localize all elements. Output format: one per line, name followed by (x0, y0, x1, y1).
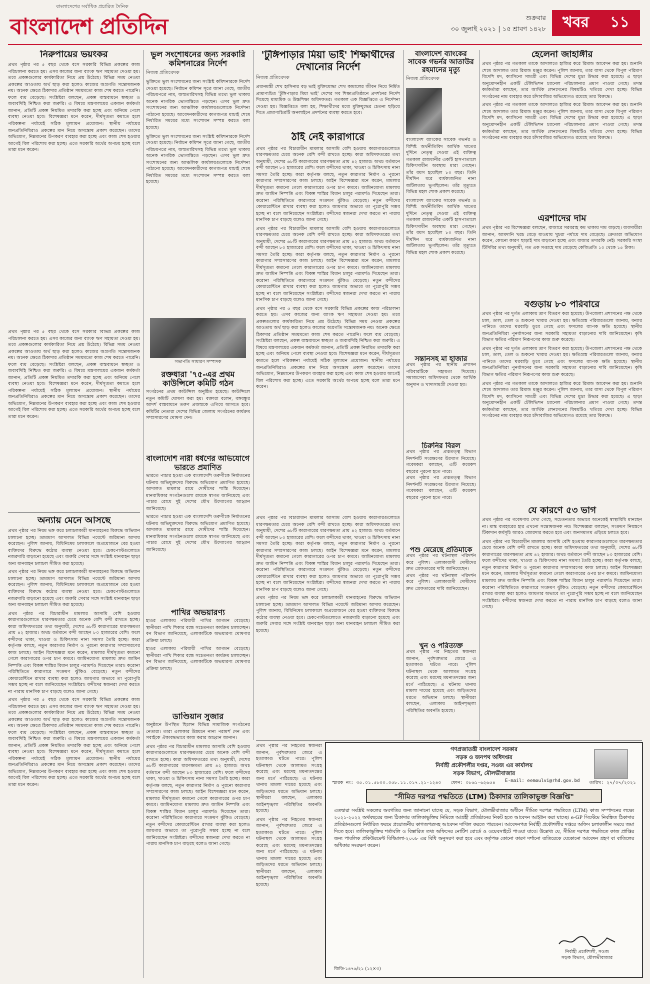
article-body: প্রথম পৃষ্ঠার পর গতকাল তাকে আদালতে হাজির করে রিমান্ড আবেদন করা হয়। শুনানি শেষে আদালত তার রিমান্ড মঞ্জুর করেন। পুলিশ জানায়, তার বাসা থেকে বিপুল পরিমাণ বিদেশি মদ, ক্যাসিনো সামগ্রী এবং বিভিন্ন দেশের মুদ্রা উদ্ধার করা হয়েছে। এ ছাড়া অনুমোদনহীন একটি টেলিভিশন চ্যানেল পরিচালনার প্রমাণ পাওয়া গেছে। তদন্ত কর্মকর্তারা বলছেন, তার আর্থিক লেনদেনের বিষয়টিও খতিয়ে দেখা হচ্ছে। বিভিন্ন সংগঠনের নাম ব্যবহার করে চাঁদাবাজির অভিযোগও রয়েছে তার বিরুদ্ধে। (482, 62, 642, 100)
article-headline: অন্যায় মেনে আসছে (37, 516, 111, 526)
signatory-office: সড়ক বিভাগ, মৌলভীবাজার (561, 956, 613, 962)
article-body: প্রথম পৃষ্ঠার পর নিহতের স্বজনরা জানান, পূর্বশত্রুতার জেরে এ হত্যাকাণ্ড ঘটতে পারে। পুলিশ ঘটনাস্থল থেকে আলামত সংগ্রহ করেছে এবং মরদেহ ময়নাতদন্তের জন্য মর্গে পাঠিয়েছে। এ ঘটনায় থানায় মামলা দায়ের হয়েছে এবং জড়িতদের ধরতে অভিযান চলছে। স্থানীয়রা বলছেন, এলাকায় আইনশৃঙ্খলা পরিস্থিতির অবনতি হয়েছে। (256, 744, 322, 815)
article-headline: বাংলাদেশি নারী ধর্ষণের অভিযোগে ভারতে প্রমাণিত (146, 455, 250, 472)
article-headline: যে কারণে ৫৩ ভাগ (527, 506, 597, 516)
article-headline: বগুড়ায় ৮০ পরিবারে (524, 300, 600, 310)
divider (8, 512, 140, 513)
article-body-continued: প্রথম পৃষ্ঠার পর দুর্গত এলাকায় ত্রাণ বিতরণ করা হয়েছে। উপজেলা প্রশাসনের পক্ষ থেকে চাল, ডাল, তেল ও শুকনো খাবার দেওয়া হয়। ক্ষতিগ্রস্ত পরিবারগুলো জানায়, বন্যার পানিতে তাদের ঘরবাড়ি ডুবে গেছে এবং ফসলের ব্যাপক ক্ষতি হয়েছে। স্থানীয় জনপ্রতিনিধিরা পুনর্বাসনের জন্য সরকারি সহায়তা বাড়ানোর দাবি জানিয়েছেন। কৃষি বিভাগ ক্ষতির পরিমাণ নিরূপণের কাজ শুরু করেছে। (482, 346, 642, 378)
article-body-continued: প্রথম পৃষ্ঠার পর নিয়ম ভঙ্গ করে চলাচলকারী যানবাহনের বিরুদ্ধে অভিযান চালানো হচ্ছে। ভ্রাম্যমাণ আদালত বিভিন্ন পয়েন্টে জরিমানা আদায় করেছেন। পুলিশ জানায়, বিধিনিষেধ চলাকালে অপ্রয়োজনে বের হওয়া ব্যক্তিদের বিরুদ্ধে কঠোর ব্যবস্থা নেওয়া হবে। চেকপোস্টগুলোতে নজরদারি বাড়ানো হয়েছে এবং জরুরি সেবার সঙ্গে সংশ্লিষ্ট যানবাহন ছাড়া অন্য যানবাহন চলাচল সীমিত করা হয়েছে। (8, 570, 140, 609)
article-headline: পাখির অভয়ারণ্য (171, 608, 225, 617)
article-headline: চিরুনির বিরল (421, 442, 461, 450)
article-body: ভারতে পাচার হওয়া এক বাংলাদেশি তরুণীকে নির্যাতনের ঘটনায় অভিযুক্তদের বিরুদ্ধে অভিযোগ প্রমাণিত হয়েছে। আদালত মামলার রায়ে দোষীদের শাস্তি দিয়েছেন। মানবাধিকার সংগঠনগুলো রায়কে স্বাগত জানিয়েছে এবং পাচার রোধে দুই দেশের যৌথ উদ্যোগের আহ্বান জানিয়েছে। (146, 474, 250, 512)
masthead (0, 0, 650, 46)
article-headline: এরশাদের দাম (537, 214, 587, 224)
notice-contact-row (332, 779, 636, 787)
article-body-continued: প্রথম পৃষ্ঠার পর গতকাল তাকে আদালতে হাজির করে রিমান্ড আবেদন করা হয়। শুনানি শেষে আদালত তার রিমান্ড মঞ্জুর করেন। পুলিশ জানায়, তার বাসা থেকে বিপুল পরিমাণ বিদেশি মদ, ক্যাসিনো সামগ্রী এবং বিভিন্ন দেশের মুদ্রা উদ্ধার করা হয়েছে। এ ছাড়া অনুমোদনহীন একটি টেলিভিশন চ্যানেল পরিচালনার প্রমাণ পাওয়া গেছে। তদন্ত কর্মকর্তারা বলছেন, তার আর্থিক লেনদেনের বিষয়টিও খতিয়ে দেখা হচ্ছে। বিভিন্ন সংগঠনের নাম ব্যবহার করে চাঁদাবাজির অভিযোগও রয়েছে তার বিরুদ্ধে। (482, 381, 642, 420)
article-khun-cont (256, 744, 322, 978)
article-headline: 'টুঙ্গিপাড়ার মিয়া ভাই' শিক্ষার্থীদের দেখানোর নির্দেশ (261, 50, 395, 73)
article-body: প্রথম পৃষ্ঠার পর নিয়ম ভঙ্গ করে চলাচলকারী যানবাহনের বিরুদ্ধে অভিযান চালানো হচ্ছে। ভ্রাম্যমাণ আদালত বিভিন্ন পয়েন্টে জরিমানা আদায় করেছেন। পুলিশ জানায়, বিধিনিষেধ চলাকালে অপ্রয়োজনে বের হওয়া ব্যক্তিদের বিরুদ্ধে কঠোর ব্যবস্থা নেওয়া হবে। চেকপোস্টগুলোতে নজরদারি বাড়ানো হয়েছে এবং জরুরি সেবার সঙ্গে সংশ্লিষ্ট যানবাহন ছাড়া অন্য যানবাহন চলাচল সীমিত করা হয়েছে। (8, 529, 140, 567)
column-divider (479, 50, 480, 740)
org-line: নির্বাহী প্রকৌশলীর দপ্তর, সওজ এর কার্যালয় (435, 762, 533, 769)
handwritten-signature (557, 934, 617, 948)
article-pakhir-ovoyaronno (146, 608, 250, 708)
article-headline: বাংলাদেশ ব্যাংকের সাবেক গভর্নর আতাউর রহমানের মৃত্যু (408, 50, 474, 75)
article-je-karone (482, 506, 642, 738)
article-headline: খুন ও পরিত্যক্ত (419, 642, 463, 650)
issue-day: শুক্রবার (525, 14, 546, 22)
column-divider (253, 50, 254, 740)
newspaper-logo: বাংলাদেশ প্রতিদিন (10, 15, 168, 40)
article-body-continued: প্রথম পৃষ্ঠার পর ঘটনাস্থল পরিদর্শন করে পুলিশ। এলাকাবাসী দোষীদের দ্রুত গ্রেফতারের দাবি জানিয়েছেন। (406, 573, 476, 592)
photo-caption: সভাপতি সাধারণ সম্পাদক (174, 360, 222, 365)
article-sontan-ma (406, 355, 476, 439)
article-body: বাংলাদেশ ব্যাংকের সাবেক গভর্নর ও বিশিষ্ট অর্থনীতিবিদ আর্থিক খাতের দুর্দিনে নেতৃত্ব দেওয়া এই ব্যক্তিত্ব গতকাল রাজধানীর একটি হাসপাতালে চিকিৎসাধীন অবস্থায় মারা গেছেন। তাঁর বয়স হয়েছিল ৮০ বছর। তিনি দীর্ঘদিন ধরে বার্ধক্যজনিত নানা জটিলতায় ভুগছিলেন। তাঁর মৃত্যুতে বিভিন্ন মহল শোক প্রকাশ করেছে। (406, 138, 476, 196)
article-bogura (482, 300, 642, 500)
article-headline: সন্তানসহ মা হাজার (414, 355, 468, 363)
divider (256, 740, 642, 741)
signature-block (542, 934, 632, 963)
article-body: সংগঠনের প্রথম কাউন্সিল অনুষ্ঠিত হয়েছে। কাউন্সিলে নতুন কমিটি ঘোষণা করা হয়। বক্তারা বলেন, বঙ্গবন্ধুর আদর্শ বাস্তবায়নে তরুণ প্রজন্মকে এগিয়ে আসতে হবে। কমিটির নেতারা দেশের বিভিন্ন জেলায় সংগঠনের কার্যক্রম সম্প্রসারণের ঘোষণা দেন। (146, 390, 250, 422)
article-body-continued: ভারতে পাচার হওয়া এক বাংলাদেশি তরুণীকে নির্যাতনের ঘটনায় অভিযুক্তদের বিরুদ্ধে অভিযোগ প্রমাণিত হয়েছে। আদালত মামলার রায়ে দোষীদের শাস্তি দিয়েছেন। মানবাধিকার সংগঠনগুলো রায়কে স্বাগত জানিয়েছে এবং পাচার রোধে দুই দেশের যৌথ উদ্যোগের আহ্বান জানিয়েছে। (146, 515, 250, 553)
article-body: হাওর এলাকায় পরিযায়ী পাখির আগমন বেড়েছে। স্থানীয়রা পাখি শিকার বন্ধে সচেতনতা কার্যক্রম চালাচ্ছেন। বন বিভাগ জানিয়েছে, এলাকাটিকে অভয়ারণ্য ঘোষণার প্রক্রিয়া চলছে। (146, 619, 250, 644)
article-nari-dhorshon (146, 455, 250, 603)
issue-date: ৩০ জুলাই ২০২১ | ১৫ শ্রাবণ ১৪২৮ (450, 25, 546, 33)
article-chiruni-birol (406, 442, 476, 542)
org-line: সড়ক ও জনপথ অধিদপ্তর (455, 754, 513, 761)
memo-number: স্মারক নং: ৩৫.০১.৫৮০০.০৫৮.১১.০১৭.২১-১২৪০ (332, 781, 442, 786)
section-label-box (552, 10, 640, 36)
article-body: প্রথম পৃষ্ঠার পর ৫ বছর থেকে বসে সরকারি বিভিন্ন প্রকল্পের কাজ পরিচালনা করতে হয়। এসব কাজের জন্য ব্যাংক ঋণ সহায়তা দেওয়া হয়। তবে প্রকল্পগুলোর কার্যকারিতা নিয়ে প্রশ্ন উঠেছে। বিভিন্ন সময় নেওয়া প্রকল্পের আওতায় অর্থ ছাড় করা হলেও কাজের অগ্রগতি সন্তোষজনক নয়। অনেক ক্ষেত্রে ঠিকাদার প্রতিষ্ঠান সময়মতো কাজ শেষ করতে পারেনি। ফলে ব্যয় বেড়েছে। সংশ্লিষ্টরা বলছেন, প্রকল্প বাস্তবায়নে স্বচ্ছতা ও জবাবদিহি নিশ্চিত করা জরুরি। এ বিষয়ে মন্ত্রণালয়ের একজন কর্মকর্তা জানান, প্রতিটি প্রকল্প নিয়মিত তদারকি করা হচ্ছে এবং অনিয়ম পেলে ব্যবস্থা নেওয়া হবে। বিশেষজ্ঞরা মনে করেন, দীর্ঘসূত্রতা কমাতে হলে পরিকল্পনা পর্যায়েই সঠিক মূল্যায়ন প্রয়োজন। স্থানীয় পর্যায়ের জনপ্রতিনিধিরাও প্রকল্পের মান নিয়ে অসন্তোষ প্রকাশ করেছেন। তাদের অভিযোগ, নিম্নমানের উপকরণ ব্যবহার করা হচ্ছে এবং কাজ শেষ হওয়ার আগেই বিল পরিশোধ করা হচ্ছে। এতে সরকারি অর্থের অপচয় হচ্ছে বলে তারা মনে করেন। (8, 63, 140, 154)
article-onnay (8, 516, 140, 978)
article-body-continued: প্রথম পৃষ্ঠার পর বিচারাধীন মামলার আসামি বেশি হওয়ায় কারাগারগুলোতে ধারণক্ষমতার চেয়ে অনেক বেশি বন্দী রাখতে হচ্ছে। কারা অধিদফতরের তথ্য অনুযায়ী, দেশের ৬৮টি কারাগারের ধারণক্ষমতা প্রায় ৪২ হাজার। অথচ বর্তমানে বন্দী আছেন ৮০ হাজারের বেশি। ফলে বন্দীদের থাকা, খাওয়া ও চিকিৎসায় নানা সমস্যা তৈরি হচ্ছে। কারা কর্তৃপক্ষ বলছে, নতুন কারাগার নির্মাণ ও পুরনো কারাগার সম্প্রসারণের কাজ চলছে। আইন বিশেষজ্ঞরা মনে করেন, মামলার দীর্ঘসূত্রতা কমানো গেলে কারাগারের ওপর চাপ কমবে। জামিনযোগ্য মামলায় দ্রুত জামিন নিষ্পত্তি এবং বিকল্প শাস্তির বিধান চালুর পরামর্শও দিয়েছেন তারা। করোনা পরিস্থিতিতে কারাগারে সংক্রমণ ঝুঁকিও বেড়েছে। নতুন বন্দীদের কোয়ারেন্টিনে রাখার ব্যবস্থা করা হলেও জায়গার অভাবে তা পুরোপুরি সম্ভব হচ্ছে না বলে জানিয়েছেন সংশ্লিষ্টরা। বন্দীদের স্বজনরা দেখা করতে না পারায় মানসিক চাপ বাড়ছে বলেও জানা গেছে। (8, 611, 140, 695)
article-byline: নিজস্ব প্রতিবেদক (406, 76, 440, 83)
notice-title: "সীমিত দরপত্র পদ্ধতিতে (LTM) ঠিকাদার তালিকাভুক্ত বিজ্ঞপ্তি" (366, 789, 602, 803)
newspaper-tagline: বাংলাদেশের সর্বাধিক প্রচারিত দৈনিক (56, 4, 129, 10)
notice-body: এতদ্বারা সংশ্লিষ্ট সকলের অবগতির জন্য জানানো যাচ্ছে যে, সড়ক বিভাগ, মৌলভীবাজার অধীনে সীমিত দরপত্র পদ্ধতিতে (LTM) কাজ সম্পাদনের লক্ষ্যে ২০২১-২০২২ অর্থবছরের জন্য ঠিকাদার তালিকাভুক্তির নিমিত্তে আগ্রহী প্রতিষ্ঠানের নিকট হতে আবেদন আহ্বান করা যাচ্ছে। e-GP সিস্টেমে নিবন্ধিত ঠিকাদার প্রতিষ্ঠানগুলো নির্ধারিত ফরমে প্রয়োজনীয় কাগজপত্রসহ আবেদন দাখিল করতে পারবেন। আবেদনপত্র নির্বাহী প্রকৌশলীর দপ্তরে অফিস চলাকালীন সময়ে জমা দিতে হবে। তালিকাভুক্তির শর্তাবলি ও বিস্তারিত তথ্য অফিসের নোটিশ বোর্ডে ও ওয়েবসাইটে পাওয়া যাবে। উল্লেখ্য যে, সীমিত দরপত্র পদ্ধতিতে কাজ প্রাপ্তির জন্য পাবলিক প্রকিউরমেন্ট বিধিমালা-২০০৮ এর বিধি অনুসরণ করা হবে এবং কর্তৃপক্ষ কোনো কারণ দর্শানো ব্যতিরেকে যেকোনো আবেদন গ্রহণ বা বাতিলের অধিকার সংরক্ষণ করেন। (334, 809, 634, 849)
article-body-continued: বাংলাদেশ ব্যাংকের সাবেক গভর্নর ও বিশিষ্ট অর্থনীতিবিদ আর্থিক খাতের দুর্দিনে নেতৃত্ব দেওয়া এই ব্যক্তিত্ব গতকাল রাজধানীর একটি হাসপাতালে চিকিৎসাধীন অবস্থায় মারা গেছেন। তাঁর বয়স হয়েছিল ৮০ বছর। তিনি দীর্ঘদিন ধরে বার্ধক্যজনিত নানা জটিলতায় ভুগছিলেন। তাঁর মৃত্যুতে বিভিন্ন মহল শোক প্রকাশ করেছে। (406, 198, 476, 256)
contact-phone: ফোন: ০৮৬১-৬২৬৫৪ (450, 781, 496, 786)
article-body-continued: প্রথম পৃষ্ঠার পর প্রত্নতত্ত্ব বিভাগ নিদর্শনটি সংরক্ষণের উদ্যোগ নিয়েছে। গবেষকরা বলছেন, এটি কয়েকশ বছরের পুরনো হতে পারে। (406, 476, 476, 501)
article-body-continued: প্রথম পৃষ্ঠার পর বিচারাধীন মামলার আসামি বেশি হওয়ায় কারাগারগুলোতে ধারণক্ষমতার চেয়ে অনেক বেশি বন্দী রাখতে হচ্ছে। কারা অধিদফতরের তথ্য অনুযায়ী, দেশের ৬৮টি কারাগারের ধারণক্ষমতা প্রায় ৪২ হাজার। অথচ বর্তমানে বন্দী আছেন ৮০ হাজারের বেশি। ফলে বন্দীদের থাকা, খাওয়া ও চিকিৎসায় নানা সমস্যা তৈরি হচ্ছে। কারা কর্তৃপক্ষ বলছে, নতুন কারাগার নির্মাণ ও পুরনো কারাগার সম্প্রসারণের কাজ চলছে। আইন বিশেষজ্ঞরা মনে করেন, মামলার দীর্ঘসূত্রতা কমানো গেলে কারাগারের ওপর চাপ কমবে। জামিনযোগ্য মামলায় দ্রুত জামিন নিষ্পত্তি এবং বিকল্প শাস্তির বিধান চালুর পরামর্শও দিয়েছেন তারা। করোনা পরিস্থিতিতে কারাগারে সংক্রমণ ঝুঁকিও বেড়েছে। নতুন বন্দীদের কোয়ারেন্টিনে রাখার ব্যবস্থা করা হলেও জায়গার অভাবে তা পুরোপুরি সম্ভব হচ্ছে না বলে জানিয়েছেন সংশ্লিষ্টরা। বন্দীদের স্বজনরা দেখা করতে না পারায় মানসিক চাপ বাড়ছে বলেও জানা গেছে। (482, 539, 642, 611)
memo-date: তারিখ: ২৭/০৭/২০২১ (589, 781, 636, 786)
article-body: ভুক্তিতে ভুল সংশোধনের জন্য সংশ্লিষ্ট কমিশনারকে নির্দেশ দেওয়া হয়েছে। নির্বাচন কমিশন সূত্রে জানা গেছে, জাতীয় পরিচয়পত্রে নাম, জন্মতারিখসহ বিভিন্ন তথ্যে ভুল থাকায় অনেক নাগরিক ভোগান্তিতে পড়ছেন। এসব ভুল দ্রুত সংশোধনের জন্য আঞ্চলিক কার্যালয়গুলোকে নির্দেশনা পাঠানো হয়েছে। আবেদনকারীদের কাগজপত্র যাচাই শেষে নির্ধারিত সময়ের মধ্যে সংশোধন সম্পন্ন করতে বলা হয়েছে। (146, 80, 250, 131)
article-roktodhara (146, 370, 250, 450)
article-body: প্রথম পৃষ্ঠার পর ৫ বছর থেকে বসে সরকারি বিভিন্ন প্রকল্পের কাজ পরিচালনা করতে হয়। এসব কাজের জন্য ব্যাংক ঋণ সহায়তা দেওয়া হয়। তবে প্রকল্পগুলোর কার্যকারিতা নিয়ে প্রশ্ন উঠেছে। বিভিন্ন সময় নেওয়া প্রকল্পের আওতায় অর্থ ছাড় করা হলেও কাজের অগ্রগতি সন্তোষজনক নয়। অনেক ক্ষেত্রে ঠিকাদার প্রতিষ্ঠান সময়মতো কাজ শেষ করতে পারেনি। ফলে ব্যয় বেড়েছে। সংশ্লিষ্টরা বলছেন, প্রকল্প বাস্তবায়নে স্বচ্ছতা ও জবাবদিহি নিশ্চিত করা জরুরি। এ বিষয়ে মন্ত্রণালয়ের একজন কর্মকর্তা জানান, প্রতিটি প্রকল্প নিয়মিত তদারকি করা হচ্ছে এবং অনিয়ম পেলে ব্যবস্থা নেওয়া হবে। বিশেষজ্ঞরা মনে করেন, দীর্ঘসূত্রতা কমাতে হলে পরিকল্পনা পর্যায়েই সঠিক মূল্যায়ন প্রয়োজন। স্থানীয় পর্যায়ের জনপ্রতিনিধিরাও প্রকল্পের মান নিয়ে অসন্তোষ প্রকাশ করেছেন। তাদের অভিযোগ, নিম্নমানের উপকরণ ব্যবহার করা হচ্ছে এবং কাজ শেষ হওয়ার আগেই বিল পরিশোধ করা হচ্ছে। এতে সরকারি অর্থের অপচয় হচ্ছে বলে তারা মনে করেন। (8, 330, 140, 420)
article-poshu (406, 546, 476, 638)
article-body: প্রথম পৃষ্ঠার পর ঘটনাস্থল পরিদর্শন করে পুলিশ। এলাকাবাসী দোষীদের দ্রুত গ্রেফতারের দাবি জানিয়েছেন। (406, 554, 476, 573)
masthead-rule (8, 44, 642, 45)
article-body: প্রথম পৃষ্ঠার পর নিহতের স্বজনরা জানান, পূর্বশত্রুতার জেরে এ হত্যাকাণ্ড ঘটতে পারে। পুলিশ ঘটনাস্থল থেকে আলামত সংগ্রহ করেছে এবং মরদেহ ময়নাতদন্তের জন্য মর্গে পাঠিয়েছে। এ ঘটনায় থানায় মামলা দায়ের হয়েছে এবং জড়িতদের ধরতে অভিযান চলছে। স্থানীয়রা বলছেন, এলাকায় আইনশৃঙ্খলা পরিস্থিতির অবনতি হয়েছে। (406, 650, 476, 714)
article-body: প্রথম পৃষ্ঠার পর বিশেষজ্ঞরা বলছেন, বাজারে সরবরাহ কম থাকায় দাম বাড়ছে। ব্যবসায়ীরা জানান, আমদানি খরচ বেড়ে যাওয়ায় খুচরা পর্যায়ে দাম বেড়েছে। ক্রেতারা অভিযোগ করেন, কোনো কারণ ছাড়াই দাম বাড়ানো হচ্ছে এবং বাজার তদারকি নেই। সরকারি সংস্থা টিসিবির তথ্য অনুযায়ী, গত এক সপ্তাহে দাম বেড়েছে কেজিপ্রতি ১০ থেকে ১৫ টাকা। (482, 226, 642, 251)
article-thai-nei-karagare (256, 132, 400, 512)
article-body: প্রধানমন্ত্রী শেখ হাসিনার বড় ভাই মুক্তিযোদ্ধা শেখ কামালের জীবন নিয়ে নির্মিত প্রামাণ্যচিত্র 'টুঙ্গিপাড়ার মিয়া ভাই' দেশের সব শিক্ষাপ্রতিষ্ঠানে প্রদর্শনের নির্দেশ দিয়েছে মাধ্যমিক ও উচ্চশিক্ষা অধিদফতর। গতকাল এক বিজ্ঞপ্তিতে এ নির্দেশনা দেওয়া হয়। বিজ্ঞপ্তিতে বলা হয়, শিক্ষার্থীদের মধ্যে মুক্তিযুদ্ধের চেতনা ছড়িয়ে দিতে প্রামাণ্যচিত্রটি অনলাইনে প্রদর্শনের ব্যবস্থা করতে হবে। (256, 85, 400, 117)
article-governor-death (406, 50, 476, 350)
signatory-title: নির্বাহী প্রকৌশলী, সওজ (565, 949, 609, 955)
contact-email: E-mail: eemoulvi@rhd.gov.bd (505, 779, 580, 784)
column-divider (143, 50, 144, 978)
section-name: খবর (562, 12, 589, 31)
article-khun (406, 642, 476, 738)
article-body-continued: ভুক্তিতে ভুল সংশোধনের জন্য সংশ্লিষ্ট কমিশনারকে নির্দেশ দেওয়া হয়েছে। নির্বাচন কমিশন সূত্রে জানা গেছে, জাতীয় পরিচয়পত্রে নাম, জন্মতারিখসহ বিভিন্ন তথ্যে ভুল থাকায় অনেক নাগরিক ভোগান্তিতে পড়ছেন। এসব ভুল দ্রুত সংশোধনের জন্য আঞ্চলিক কার্যালয়গুলোকে নির্দেশনা পাঠানো হয়েছে। আবেদনকারীদের কাগজপত্র যাচাই শেষে নির্ধারিত সময়ের মধ্যে সংশোধন সম্পন্ন করতে বলা হয়েছে। (146, 134, 250, 186)
column-divider (403, 50, 404, 740)
article-headline: ডাণ্ডিয়ান সুজার (172, 712, 224, 721)
article-vul-songshodhon (146, 50, 250, 312)
article-body-continued: হাওর এলাকায় পরিযায়ী পাখির আগমন বেড়েছে। স্থানীয়রা পাখি শিকার বন্ধে সচেতনতা কার্যক্রম চালাচ্ছেন। বন বিভাগ জানিয়েছে, এলাকাটিকে অভয়ারণ্য ঘোষণার প্রক্রিয়া চলছে। (146, 647, 250, 672)
article-body: প্রথম পৃষ্ঠার পর স্থানীয় প্রশাসন পরিবারটিকে সহায়তা দিয়েছে। সমাজসেবা অধিদফতর থেকে আর্থিক অনুদান ও খাদ্যসামগ্রী দেওয়া হয়। (406, 363, 476, 388)
article-nirupay-cont (8, 330, 140, 508)
article-headline: নিরুপায়ের ভয়ংকর (40, 50, 108, 60)
article-thai-nei-cont (256, 516, 400, 736)
article-byline: নিজস্ব প্রতিবেদক (146, 70, 180, 77)
article-headline: রক্তধারা '৭৫-এর প্রথম কাউন্সিলে কমিটি গঠন (161, 370, 235, 389)
article-body-continued: প্রথম পৃষ্ঠার পর বিচারাধীন মামলার আসামি বেশি হওয়ায় কারাগারগুলোতে ধারণক্ষমতার চেয়ে অনেক বেশি বন্দী রাখতে হচ্ছে। কারা অধিদফতরের তথ্য অনুযায়ী, দেশের ৬৮টি কারাগারের ধারণক্ষমতা প্রায় ৪২ হাজার। অথচ বর্তমানে বন্দী আছেন ৮০ হাজারের বেশি। ফলে বন্দীদের থাকা, খাওয়া ও চিকিৎসায় নানা সমস্যা তৈরি হচ্ছে। কারা কর্তৃপক্ষ বলছে, নতুন কারাগার নির্মাণ ও পুরনো কারাগার সম্প্রসারণের কাজ চলছে। আইন বিশেষজ্ঞরা মনে করেন, মামলার দীর্ঘসূত্রতা কমানো গেলে কারাগারের ওপর চাপ কমবে। জামিনযোগ্য মামলায় দ্রুত জামিন নিষ্পত্তি এবং বিকল্প শাস্তির বিধান চালুর পরামর্শও দিয়েছেন তারা। করোনা পরিস্থিতিতে কারাগারে সংক্রমণ ঝুঁকিও বেড়েছে। নতুন বন্দীদের কোয়ারেন্টিনে রাখার ব্যবস্থা করা হলেও জায়গার অভাবে তা পুরোপুরি সম্ভব হচ্ছে না বলে জানিয়েছেন সংশ্লিষ্টরা। বন্দীদের স্বজনরা দেখা করতে না পারায় মানসিক চাপ বাড়ছে বলেও জানা গেছে। (256, 226, 400, 304)
article-headline: পশু মেরেছে প্রতিমাকে (409, 546, 473, 554)
article-byline: নিজস্ব প্রতিবেদক (256, 75, 290, 81)
ad-reference-code: জিডি-১৪৭৬/২১ (১২×৩) (334, 967, 381, 972)
org-line: সড়ক বিভাগ, মৌলভীবাজার (452, 770, 516, 777)
article-body-continued: প্রথম পৃষ্ঠার পর বিচারাধীন মামলার আসামি বেশি হওয়ায় কারাগারগুলোতে ধারণক্ষমতার চেয়ে অনেক বেশি বন্দী রাখতে হচ্ছে। কারা অধিদফতরের তথ্য অনুযায়ী, দেশের ৬৮টি কারাগারের ধারণক্ষমতা প্রায় ৪২ হাজার। অথচ বর্তমানে বন্দী আছেন ৮০ হাজারের বেশি। ফলে বন্দীদের থাকা, খাওয়া ও চিকিৎসায় নানা সমস্যা তৈরি হচ্ছে। কারা কর্তৃপক্ষ বলছে, নতুন কারাগার নির্মাণ ও পুরনো কারাগার সম্প্রসারণের কাজ চলছে। আইন বিশেষজ্ঞরা মনে করেন, মামলার দীর্ঘসূত্রতা কমানো গেলে কারাগারের ওপর চাপ কমবে। জামিনযোগ্য মামলায় দ্রুত জামিন নিষ্পত্তি এবং বিকল্প শাস্তির বিধান চালুর পরামর্শও দিয়েছেন তারা। করোনা পরিস্থিতিতে কারাগারে সংক্রমণ ঝুঁকিও বেড়েছে। নতুন বন্দীদের কোয়ারেন্টিনে রাখার ব্যবস্থা করা হলেও জায়গার অভাবে তা পুরোপুরি সম্ভব হচ্ছে না বলে জানিয়েছেন সংশ্লিষ্টরা। বন্দীদের স্বজনরা দেখা করতে না পারায় মানসিক চাপ বাড়ছে বলেও জানা গেছে। (146, 744, 250, 848)
photo-committee-leaders (150, 318, 246, 365)
article-body: প্রথম পৃষ্ঠার পর প্রত্নতত্ত্ব বিভাগ নিদর্শনটি সংরক্ষণের উদ্যোগ নিয়েছে। গবেষকরা বলছেন, এটি কয়েকশ বছরের পুরনো হতে পারে। (406, 450, 476, 475)
article-body-continued: প্রথম পৃষ্ঠার পর ৫ বছর থেকে বসে সরকারি বিভিন্ন প্রকল্পের কাজ পরিচালনা করতে হয়। এসব কাজের জন্য ব্যাংক ঋণ সহায়তা দেওয়া হয়। তবে প্রকল্পগুলোর কার্যকারিতা নিয়ে প্রশ্ন উঠেছে। বিভিন্ন সময় নেওয়া প্রকল্পের আওতায় অর্থ ছাড় করা হলেও কাজের অগ্রগতি সন্তোষজনক নয়। অনেক ক্ষেত্রে ঠিকাদার প্রতিষ্ঠান সময়মতো কাজ শেষ করতে পারেনি। ফলে ব্যয় বেড়েছে। সংশ্লিষ্টরা বলছেন, প্রকল্প বাস্তবায়নে স্বচ্ছতা ও জবাবদিহি নিশ্চিত করা জরুরি। এ বিষয়ে মন্ত্রণালয়ের একজন কর্মকর্তা জানান, প্রতিটি প্রকল্প নিয়মিত তদারকি করা হচ্ছে এবং অনিয়ম পেলে ব্যবস্থা নেওয়া হবে। বিশেষজ্ঞরা মনে করেন, দীর্ঘসূত্রতা কমাতে হলে পরিকল্পনা পর্যায়েই সঠিক মূল্যায়ন প্রয়োজন। স্থানীয় পর্যায়ের জনপ্রতিনিধিরাও প্রকল্পের মান নিয়ে অসন্তোষ প্রকাশ করেছেন। তাদের অভিযোগ, নিম্নমানের উপকরণ ব্যবহার করা হচ্ছে এবং কাজ শেষ হওয়ার আগেই বিল পরিশোধ করা হচ্ছে। এতে সরকারি অর্থের অপচয় হচ্ছে বলে তারা মনে করেন। (256, 306, 400, 391)
article-body: অনুষ্ঠানে উপস্থিত ছিলেন বিভিন্ন সামাজিক সংগঠনের নেতারা। তারা এলাকার উন্নয়নে নানা পরামর্শ দেন এবং সবাইকে ঐক্যবদ্ধভাবে কাজ করার আহ্বান জানান। (146, 723, 250, 742)
article-body: প্রথম পৃষ্ঠার পর গবেষণায় দেখা গেছে, সচেতনতার অভাবে অনেকেই স্বাস্থ্যবিধি মানছেন না। মাস্ক ব্যবহারের হার এখনো সন্তোষজনক নয়। বিশেষজ্ঞরা বলছেন, সংক্রমণ নিয়ন্ত্রণে টিকাদান কর্মসূচি আরও জোরদার করতে হবে এবং জনসমাগম এড়িয়ে চলতে হবে। (482, 518, 642, 537)
article-tungipara (256, 50, 400, 130)
article-headline: ভুল সংশোধনের জন্য সরকারি কমিশনারের নির্দেশ (150, 50, 246, 69)
portrait-emblem (594, 749, 628, 779)
article-body: প্রথম পৃষ্ঠার পর বিচারাধীন মামলার আসামি বেশি হওয়ায় কারাগারগুলোতে ধারণক্ষমতার চেয়ে অনেক বেশি বন্দী রাখতে হচ্ছে। কারা অধিদফতরের তথ্য অনুযায়ী, দেশের ৬৮টি কারাগারের ধারণক্ষমতা প্রায় ৪২ হাজার। অথচ বর্তমানে বন্দী আছেন ৮০ হাজারের বেশি। ফলে বন্দীদের থাকা, খাওয়া ও চিকিৎসায় নানা সমস্যা তৈরি হচ্ছে। কারা কর্তৃপক্ষ বলছে, নতুন কারাগার নির্মাণ ও পুরনো কারাগার সম্প্রসারণের কাজ চলছে। আইন বিশেষজ্ঞরা মনে করেন, মামলার দীর্ঘসূত্রতা কমানো গেলে কারাগারের ওপর চাপ কমবে। জামিনযোগ্য মামলায় দ্রুত জামিন নিষ্পত্তি এবং বিকল্প শাস্তির বিধান চালুর পরামর্শও দিয়েছেন তারা। করোনা পরিস্থিতিতে কারাগারে সংক্রমণ ঝুঁকিও বেড়েছে। নতুন বন্দীদের কোয়ারেন্টিনে রাখার ব্যবস্থা করা হলেও জায়গার অভাবে তা পুরোপুরি সম্ভব হচ্ছে না বলে জানিয়েছেন সংশ্লিষ্টরা। বন্দীদের স্বজনরা দেখা করতে না পারায় মানসিক চাপ বাড়ছে বলেও জানা গেছে। (256, 516, 400, 593)
article-body-continued: প্রথম পৃষ্ঠার পর গতকাল তাকে আদালতে হাজির করে রিমান্ড আবেদন করা হয়। শুনানি শেষে আদালত তার রিমান্ড মঞ্জুর করেন। পুলিশ জানায়, তার বাসা থেকে বিপুল পরিমাণ বিদেশি মদ, ক্যাসিনো সামগ্রী এবং বিভিন্ন দেশের মুদ্রা উদ্ধার করা হয়েছে। এ ছাড়া অনুমোদনহীন একটি টেলিভিশন চ্যানেল পরিচালনার প্রমাণ পাওয়া গেছে। তদন্ত কর্মকর্তারা বলছেন, তার আর্থিক লেনদেনের বিষয়টিও খতিয়ে দেখা হচ্ছে। বিভিন্ন সংগঠনের নাম ব্যবহার করে চাঁদাবাজির অভিযোগও রয়েছে তার বিরুদ্ধে। (482, 103, 642, 142)
article-headline: ঠাঁই নেই কারাগারে (291, 132, 365, 143)
article-helena (482, 50, 642, 210)
article-headline: হেলেনা জাহাঙ্গীর (531, 50, 593, 60)
article-body: প্রথম পৃষ্ঠার পর বিচারাধীন মামলার আসামি বেশি হওয়ায় কারাগারগুলোতে ধারণক্ষমতার চেয়ে অনেক বেশি বন্দী রাখতে হচ্ছে। কারা অধিদফতরের তথ্য অনুযায়ী, দেশের ৬৮টি কারাগারের ধারণক্ষমতা প্রায় ৪২ হাজার। অথচ বর্তমানে বন্দী আছেন ৮০ হাজারের বেশি। ফলে বন্দীদের থাকা, খাওয়া ও চিকিৎসায় নানা সমস্যা তৈরি হচ্ছে। কারা কর্তৃপক্ষ বলছে, নতুন কারাগার নির্মাণ ও পুরনো কারাগার সম্প্রসারণের কাজ চলছে। আইন বিশেষজ্ঞরা মনে করেন, মামলার দীর্ঘসূত্রতা কমানো গেলে কারাগারের ওপর চাপ কমবে। জামিনযোগ্য মামলায় দ্রুত জামিন নিষ্পত্তি এবং বিকল্প শাস্তির বিধান চালুর পরামর্শও দিয়েছেন তারা। করোনা পরিস্থিতিতে কারাগারে সংক্রমণ ঝুঁকিও বেড়েছে। নতুন বন্দীদের কোয়ারেন্টিনে রাখার ব্যবস্থা করা হলেও জায়গার অভাবে তা পুরোপুরি সম্ভব হচ্ছে না বলে জানিয়েছেন সংশ্লিষ্টরা। বন্দীদের স্বজনরা দেখা করতে না পারায় মানসিক চাপ বাড়ছে বলেও জানা গেছে। (256, 146, 400, 224)
org-line: গণপ্রজাতন্ত্রী বাংলাদেশ সরকার (450, 747, 518, 753)
article-body-continued: প্রথম পৃষ্ঠার পর নিয়ম ভঙ্গ করে চলাচলকারী যানবাহনের বিরুদ্ধে অভিযান চালানো হচ্ছে। ভ্রাম্যমাণ আদালত বিভিন্ন পয়েন্টে জরিমানা আদায় করেছেন। পুলিশ জানায়, বিধিনিষেধ চলাকালে অপ্রয়োজনে বের হওয়া ব্যক্তিদের বিরুদ্ধে কঠোর ব্যবস্থা নেওয়া হবে। চেকপোস্টগুলোতে নজরদারি বাড়ানো হয়েছে এবং জরুরি সেবার সঙ্গে সংশ্লিষ্ট যানবাহন ছাড়া অন্য যানবাহন চলাচল সীমিত করা হয়েছে। (256, 596, 400, 634)
article-body: প্রথম পৃষ্ঠার পর দুর্গত এলাকায় ত্রাণ বিতরণ করা হয়েছে। উপজেলা প্রশাসনের পক্ষ থেকে চাল, ডাল, তেল ও শুকনো খাবার দেওয়া হয়। ক্ষতিগ্রস্ত পরিবারগুলো জানায়, বন্যার পানিতে তাদের ঘরবাড়ি ডুবে গেছে এবং ফসলের ব্যাপক ক্ষতি হয়েছে। স্থানীয় জনপ্রতিনিধিরা পুনর্বাসনের জন্য সরকারি সহায়তা বাড়ানোর দাবি জানিয়েছেন। কৃষি বিভাগ ক্ষতির পরিমাণ নিরূপণের কাজ শুরু করেছে। (482, 312, 642, 344)
article-body-continued: প্রথম পৃষ্ঠার পর নিহতের স্বজনরা জানান, পূর্বশত্রুতার জেরে এ হত্যাকাণ্ড ঘটতে পারে। পুলিশ ঘটনাস্থল থেকে আলামত সংগ্রহ করেছে এবং মরদেহ ময়নাতদন্তের জন্য মর্গে পাঠিয়েছে। এ ঘটনায় থানায় মামলা দায়ের হয়েছে এবং জড়িতদের ধরতে অভিযান চলছে। স্থানীয়রা বলছেন, এলাকায় আইনশৃঙ্খলা পরিস্থিতির অবনতি হয়েছে। (256, 817, 322, 888)
article-ershad-dam (482, 214, 642, 298)
article-nirupay (8, 50, 140, 324)
government-tender-notice (325, 742, 643, 978)
article-dandian-sujar (146, 712, 250, 978)
article-body-continued: প্রথম পৃষ্ঠার পর ৫ বছর থেকে বসে সরকারি বিভিন্ন প্রকল্পের কাজ পরিচালনা করতে হয়। এসব কাজের জন্য ব্যাংক ঋণ সহায়তা দেওয়া হয়। তবে প্রকল্পগুলোর কার্যকারিতা নিয়ে প্রশ্ন উঠেছে। বিভিন্ন সময় নেওয়া প্রকল্পের আওতায় অর্থ ছাড় করা হলেও কাজের অগ্রগতি সন্তোষজনক নয়। অনেক ক্ষেত্রে ঠিকাদার প্রতিষ্ঠান সময়মতো কাজ শেষ করতে পারেনি। ফলে ব্যয় বেড়েছে। সংশ্লিষ্টরা বলছেন, প্রকল্প বাস্তবায়নে স্বচ্ছতা ও জবাবদিহি নিশ্চিত করা জরুরি। এ বিষয়ে মন্ত্রণালয়ের একজন কর্মকর্তা জানান, প্রতিটি প্রকল্প নিয়মিত তদারকি করা হচ্ছে এবং অনিয়ম পেলে ব্যবস্থা নেওয়া হবে। বিশেষজ্ঞরা মনে করেন, দীর্ঘসূত্রতা কমাতে হলে পরিকল্পনা পর্যায়েই সঠিক মূল্যায়ন প্রয়োজন। স্থানীয় পর্যায়ের জনপ্রতিনিধিরাও প্রকল্পের মান নিয়ে অসন্তোষ প্রকাশ করেছেন। তাদের অভিযোগ, নিম্নমানের উপকরণ ব্যবহার করা হচ্ছে এবং কাজ শেষ হওয়ার আগেই বিল পরিশোধ করা হচ্ছে। এতে সরকারি অর্থের অপচয় হচ্ছে বলে তারা মনে করেন। (8, 698, 140, 788)
page-number: ১১ (610, 12, 630, 31)
